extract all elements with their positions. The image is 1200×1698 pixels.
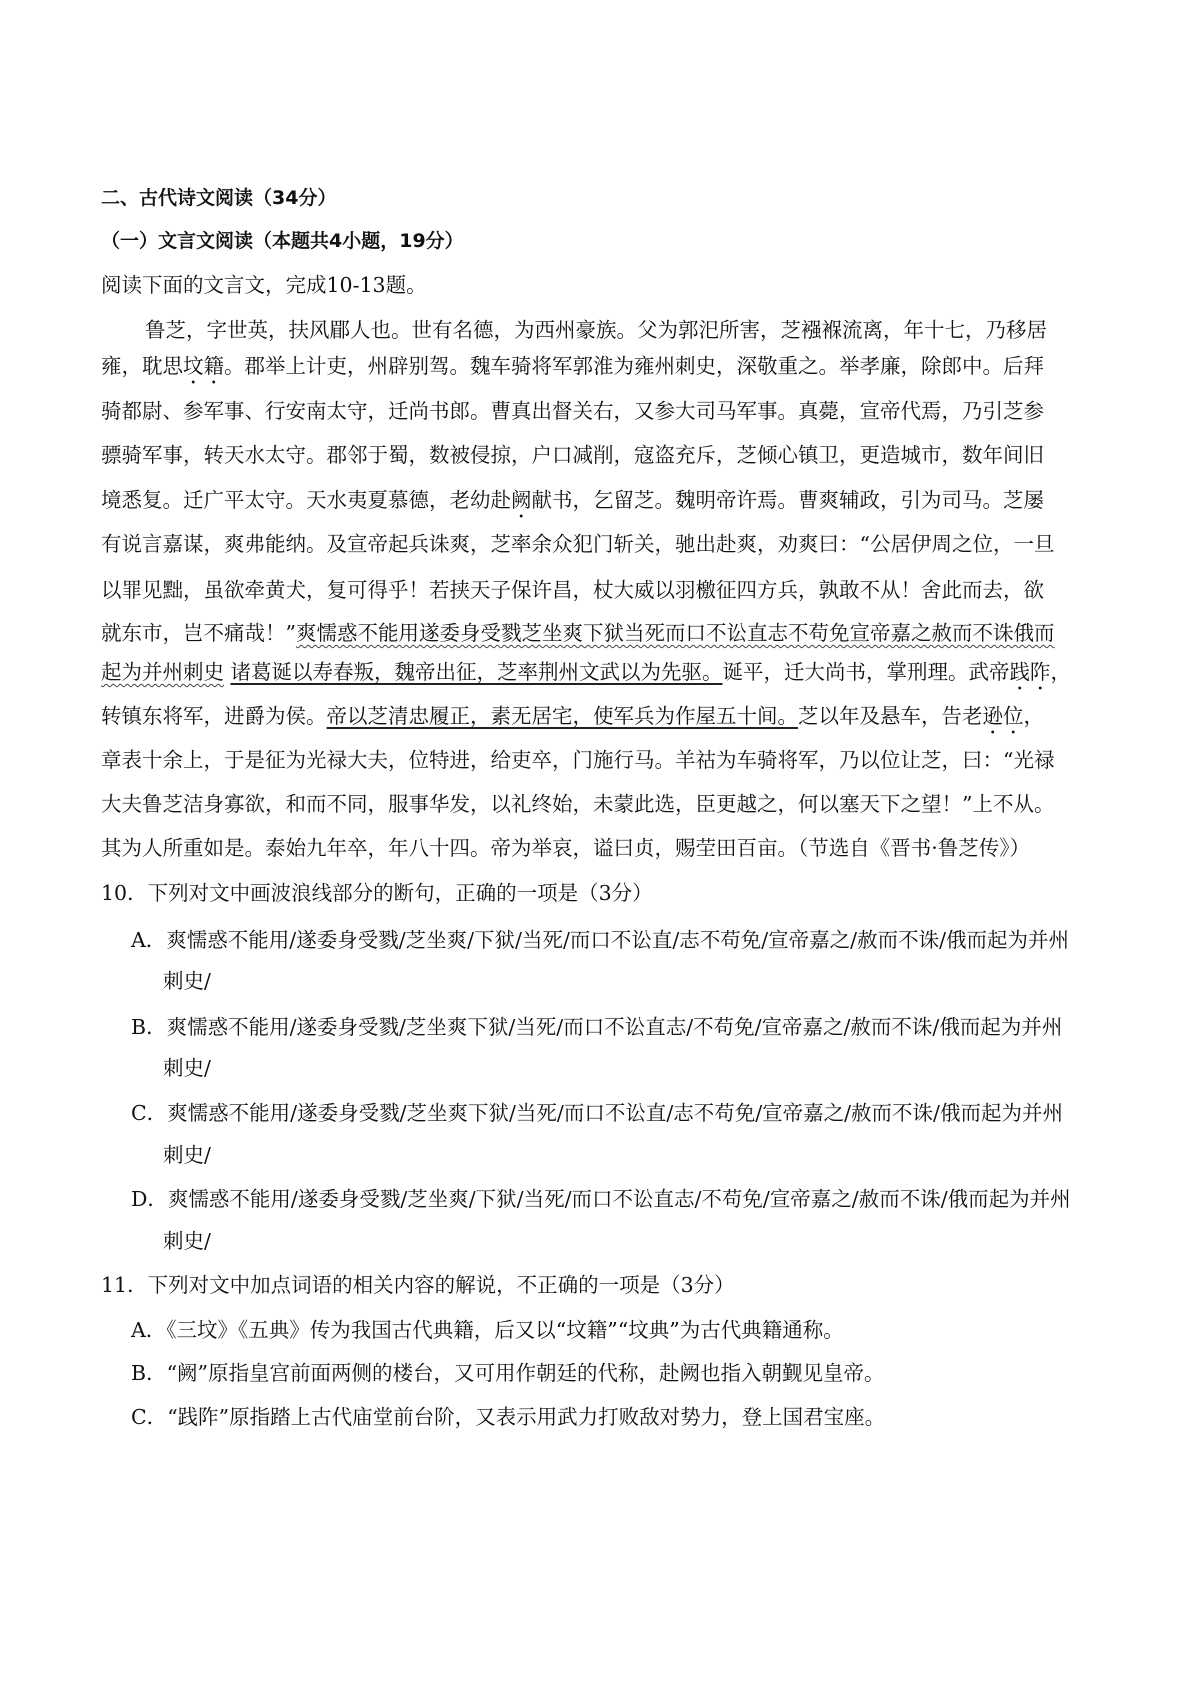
option-d <box>131 1184 1071 1214</box>
passage-text: 。郡举上计吏，州辟别驾。魏车骑将军郭淮为雍州刺史，深敬重之。举孝廉，除郎中。后拜 <box>224 354 1044 378</box>
passage-line <box>101 701 1044 731</box>
passage-text: 转镇东将军，进爵为侯。 <box>101 704 327 728</box>
option-text: “践阼”原指踏上古代庙堂前台阶，又表示用武力打败敌对势力，登上国君宝座。 <box>167 1405 886 1429</box>
option-text: 爽懦惑不能用/遂委身受戮/芝坐爽下狱/当死/而口不讼直/志不苟免/宣帝嘉之/赦而不诛/俄而起为并州 <box>167 1101 1063 1125</box>
passage-line <box>101 789 1055 819</box>
option-a <box>131 925 1069 955</box>
option-text: 爽懦惑不能用/遂委身受戮/芝坐爽/下狱/当死/而口不讼直志/不苟免/宣帝嘉之/赦而不诛/俄而起为并州 <box>167 1187 1071 1211</box>
question-10-stem: 10．下列对文中画波浪线部分的断句，正确的一项是（3分） <box>101 881 653 905</box>
dotted-term: 阙 <box>511 488 532 512</box>
passage-line <box>101 575 1044 605</box>
passage-text: ， <box>1023 704 1044 728</box>
passage-text: 境悉复。迁广平太守。天水夷夏慕德，老幼赴 <box>101 488 511 512</box>
section-title: 二、古代诗文阅读（34分） <box>101 187 337 209</box>
passage-text: 就东市，岂不痛哉！” <box>101 621 296 645</box>
passage-text: 芝以年及悬车，告老 <box>798 704 983 728</box>
passage-line <box>101 745 1055 775</box>
passage-line <box>101 529 1055 559</box>
dotted-term: 践阼 <box>1009 660 1051 684</box>
passage-line <box>101 351 1044 381</box>
option-text-continued: 刺史/ <box>163 1229 211 1253</box>
option-label: A． <box>131 928 167 952</box>
option-text: 《三坟》《五典》传为我国古代典籍，后又以“坟籍”“坟典”为古代典籍通称。 <box>166 1318 844 1342</box>
passage-line <box>101 618 1055 648</box>
underlined-text: 帝以芝清忠履正，素无居宅，使军兵为作屋五十间。 <box>326 704 798 728</box>
passage-line <box>101 657 1072 687</box>
option-text: “阙”原指皇宫前面两侧的楼台，又可用作朝廷的代称，赴阙也指入朝觐见皇帝。 <box>166 1361 885 1385</box>
option-c <box>131 1098 1063 1128</box>
option-b <box>131 1012 1063 1042</box>
passage-text: 章表十余上，于是征为光禄大夫，位特进，给吏卒，门施行马。羊祜为车骑将军，乃以位让芝，曰：“光禄 <box>101 748 1055 772</box>
passage-line <box>101 485 1044 515</box>
option-text-continued: 刺史/ <box>163 1056 211 1080</box>
passage-line <box>145 315 1047 345</box>
passage-line <box>101 396 1044 426</box>
passage-text: 骑都尉、参军事、行安南太守，迁尚书郎。曹真出督关右，又参大司马军事。真薨，宣帝代焉，乃引芝参 <box>101 399 1044 423</box>
option-c <box>131 1402 885 1432</box>
passage-text: 献书，乞留芝。魏明帝许焉。曹爽辅政，引为司马。芝屡 <box>531 488 1044 512</box>
passage-text: 以罪见黜，虽欲牵黄犬，复可得乎！若挟天子保许昌，杖大威以羽檄征四方兵，孰敢不从！舍此而去，欲 <box>101 578 1044 602</box>
wavy-underlined-text: 起为并州刺史 <box>101 660 224 684</box>
dotted-term: 逊位 <box>982 704 1024 728</box>
instruction: 阅读下面的文言文，完成10-13题。 <box>101 273 427 297</box>
passage-text: 有说言嘉谋，爽弗能纳。及宣帝起兵诛爽，芝率余众犯门斩关，驰出赴爽，劝爽曰：“公居伊周之位，一旦 <box>101 532 1055 556</box>
option-text-continued: 刺史/ <box>163 1143 211 1167</box>
passage-text: 大夫鲁芝洁身寡欲，和而不同，服事华发，以礼终始，未蒙此选，臣更越之，何以塞天下之望！”上不从。 <box>101 792 1055 816</box>
passage-text: 雍，耽思 <box>101 354 183 378</box>
passage-text: 诞平，迁大尚书，掌刑理。武帝 <box>722 660 1010 684</box>
option-label: D． <box>131 1187 168 1211</box>
option-text: 爽懦惑不能用/遂委身受戮/芝坐爽/下狱/当死/而口不讼直/志不苟免/宣帝嘉之/赦而不诛/俄而起为并州 <box>166 928 1069 952</box>
passage-line <box>101 833 1030 863</box>
passage-text: 其为人所重如是。泰始九年卒，年八十四。帝为举哀，谥曰贞，赐茔田百亩。（节选自《晋书·鲁芝传》） <box>101 836 1031 860</box>
option-text-continued: 刺史/ <box>163 969 211 993</box>
option-text: 爽懦惑不能用/遂委身受戮/芝坐爽下狱/当死/而口不讼直志/不苟免/宣帝嘉之/赦而不诛/俄而起为并州 <box>166 1015 1063 1039</box>
option-a <box>131 1315 844 1345</box>
option-label: B． <box>131 1015 167 1039</box>
wavy-underlined-text: 爽懦惑不能用遂委身受戮芝坐爽下狱当死而口不讼直志不苟免宣帝嘉之赦而不诛俄而 <box>295 621 1055 645</box>
passage-text: ， <box>1050 660 1072 684</box>
option-label: C． <box>131 1405 168 1429</box>
option-b <box>131 1358 885 1388</box>
passage-text: 鲁芝，字世英，扶风郿人也。世有名德，为西州豪族。父为郭汜所害，芝襁褓流离，年十七，乃移居 <box>145 318 1047 342</box>
passage-text: 骠骑军事，转天水太守。郡邻于蜀，数被侵掠，户口减削，寇盗充斥，芝倾心镇卫，更造城市，数年间旧 <box>101 443 1044 467</box>
underlined-text: 诸葛诞以寿春叛，魏帝出征，芝率荆州文武以为先驱。 <box>230 660 723 684</box>
question-11-stem: 11．下列对文中加点词语的相关内容的解说，不正确的一项是（3分） <box>101 1273 735 1297</box>
option-label: A． <box>131 1318 167 1342</box>
subsection-title: （一）文言文阅读（本题共4小题，19分） <box>101 230 464 252</box>
dotted-term: 坟籍 <box>183 354 224 378</box>
option-label: B． <box>131 1361 167 1385</box>
passage-line <box>101 440 1044 470</box>
option-label: C． <box>131 1101 168 1125</box>
